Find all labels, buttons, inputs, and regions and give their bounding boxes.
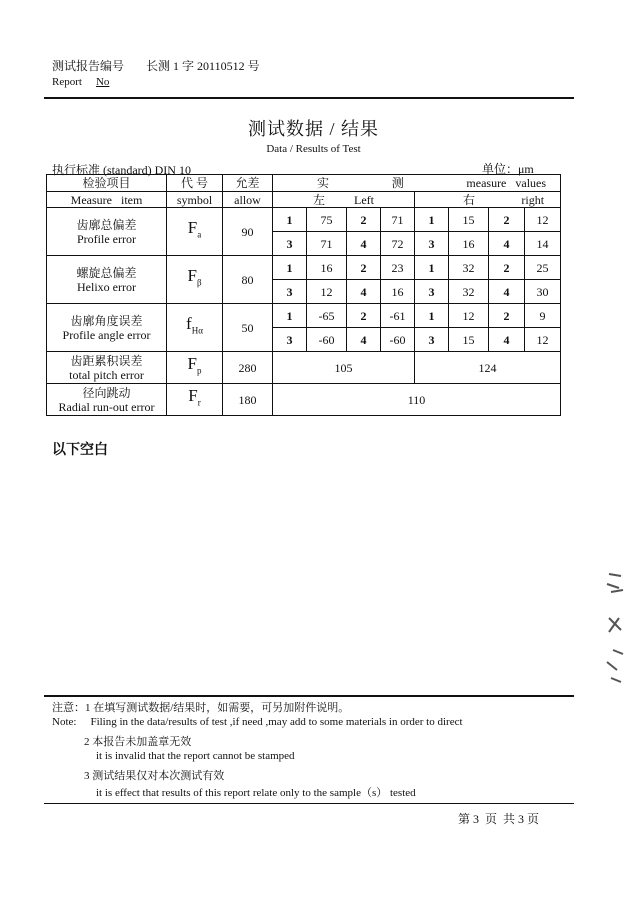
value-cell: 9: [525, 304, 561, 328]
value-cell: -60: [307, 328, 347, 352]
value-cell: -65: [307, 304, 347, 328]
table-row: [47, 384, 561, 416]
left-en: Left: [354, 192, 374, 207]
tooth-index: 3: [415, 232, 449, 256]
symbol-main: F: [187, 218, 198, 238]
value-cell: 23: [381, 256, 415, 280]
value-cell: 12: [525, 208, 561, 232]
item-allow: 180: [223, 384, 273, 416]
notes-rule: [44, 695, 574, 697]
measure-cn-1: 实: [317, 176, 330, 190]
left-value: 105: [273, 352, 415, 384]
tooth-index: 2: [489, 256, 525, 280]
item-symbol: [167, 304, 223, 352]
note-3-en: it is effect that results of this report relate only to the sample（s） tested: [96, 787, 416, 799]
left-header: [273, 192, 415, 208]
page-number: 第 3 页 共 3 页: [458, 812, 540, 826]
tooth-index: 4: [347, 232, 381, 256]
item-name: [47, 256, 167, 304]
col-symbol-cn: 代 号: [167, 175, 223, 192]
symbol-main: F: [187, 354, 197, 374]
value-cell: 72: [381, 232, 415, 256]
symbol-main: F: [187, 266, 197, 286]
tooth-index: 2: [489, 304, 525, 328]
report-number-label: 测试报告编号: [52, 59, 125, 73]
table-header-row: [47, 175, 561, 192]
item-symbol: [167, 384, 223, 416]
table-row: [47, 256, 561, 280]
tooth-index: 2: [347, 256, 381, 280]
tooth-index: 2: [489, 208, 525, 232]
tooth-index: 4: [489, 232, 525, 256]
value-cell: 16: [449, 232, 489, 256]
tooth-index: 4: [347, 280, 381, 304]
value-cell: 30: [525, 280, 561, 304]
stamp-edge-mark: [603, 570, 625, 690]
tooth-index: 2: [347, 304, 381, 328]
item-allow: 90: [223, 208, 273, 256]
item-allow: 80: [223, 256, 273, 304]
header-rule: [44, 97, 574, 99]
item-symbol: [167, 352, 223, 384]
item-name: [47, 208, 167, 256]
value-cell: -61: [381, 304, 415, 328]
symbol-main: F: [188, 386, 198, 406]
measure-header: [273, 175, 561, 192]
value-cell: 32: [449, 280, 489, 304]
value-cell: 12: [307, 280, 347, 304]
tooth-index: 1: [273, 256, 307, 280]
symbol-sub: r: [197, 397, 201, 408]
symbol-sub: Hα: [191, 325, 203, 336]
tooth-index: 3: [273, 328, 307, 352]
item-name-cn: 螺旋总偏差: [76, 265, 137, 280]
number-sign: No: [95, 76, 110, 88]
item-name: [47, 384, 167, 416]
value-cell: 12: [449, 304, 489, 328]
tooth-index: 1: [415, 304, 449, 328]
item-symbol: [167, 208, 223, 256]
symbol-sub: β: [196, 277, 202, 288]
report-number-value: 长测 1 字 20110512 号: [146, 59, 260, 73]
value-cell: 32: [449, 256, 489, 280]
measure-cn-2: 测: [391, 176, 404, 190]
note-3-cn: 3 测试结果仅对本次测试有效: [84, 770, 225, 782]
right-value: 124: [415, 352, 561, 384]
tooth-index: 4: [489, 280, 525, 304]
table-row: [47, 208, 561, 232]
table-row: [47, 304, 561, 328]
tooth-index: 3: [273, 232, 307, 256]
unit-label: 单位：μm: [482, 162, 534, 176]
item-symbol: [167, 256, 223, 304]
item-name: [47, 304, 167, 352]
item-name-cn: 齿廓总偏差: [76, 217, 137, 232]
note-label-en: Note:: [52, 716, 77, 728]
value-cell: 15: [449, 208, 489, 232]
table-row: [47, 352, 561, 384]
col-allow-en: allow: [223, 192, 273, 208]
item-name-en: total pitch error: [69, 367, 144, 382]
note-1-en-line: [52, 716, 463, 728]
value-cell: 71: [381, 208, 415, 232]
symbol-main: f: [186, 314, 192, 334]
value-cell: 25: [525, 256, 561, 280]
right-header: [415, 192, 561, 208]
right-en: right: [521, 192, 545, 207]
item-name-en: Profile angle error: [62, 327, 151, 342]
report-number-line: [52, 57, 260, 74]
note-1-cn: 注意：1 在填写测试数据/结果时，如需要，可另加附件说明。: [52, 702, 350, 714]
tooth-index: 2: [347, 208, 381, 232]
table-subheader-row: [47, 192, 561, 208]
col-allow-cn: 允差: [223, 175, 273, 192]
report-number-en-label: Report: [52, 76, 82, 88]
page-title: 测试数据 / 结果: [247, 119, 379, 139]
item-name-cn: 径向跳动: [82, 385, 131, 400]
symbol-sub: p: [196, 365, 202, 376]
item-allow: 50: [223, 304, 273, 352]
tooth-index: 4: [489, 328, 525, 352]
tooth-index: 1: [415, 208, 449, 232]
blank-below-note: 以下空白: [52, 442, 108, 458]
note-1-en: Filing in the data/results of test ,if need ,may add to some materials in order to direct: [90, 716, 463, 728]
col-item-cn: 检验项目: [47, 175, 167, 192]
note-2-cn: 2 本报告未加盖章无效: [84, 736, 192, 748]
item-name-en: Helixo error: [77, 279, 136, 294]
symbol-sub: a: [197, 229, 202, 240]
page-subtitle: Data / Results of Test: [266, 143, 361, 155]
item-name-en: Profile error: [77, 231, 136, 246]
results-table: [46, 174, 561, 416]
item-name-en: Radial run-out error: [58, 399, 155, 414]
value-cell: 75: [307, 208, 347, 232]
report-number-en-line: [52, 76, 109, 88]
value-cell: 12: [525, 328, 561, 352]
combined-value: 110: [273, 384, 561, 416]
tooth-index: 3: [415, 328, 449, 352]
tooth-index: 4: [347, 328, 381, 352]
value-cell: -60: [381, 328, 415, 352]
tooth-index: 1: [415, 256, 449, 280]
item-allow: 280: [223, 352, 273, 384]
tooth-index: 3: [273, 280, 307, 304]
col-item-en: Measure item: [47, 192, 167, 208]
standard-line: 执行标准 (standard) DIN 10: [52, 163, 191, 177]
value-cell: 16: [307, 256, 347, 280]
measure-en: measure values: [466, 176, 547, 190]
tooth-index: 3: [415, 280, 449, 304]
value-cell: 15: [449, 328, 489, 352]
item-name-cn: 齿廓角度误差: [70, 313, 143, 328]
value-cell: 71: [307, 232, 347, 256]
tooth-index: 1: [273, 208, 307, 232]
item-name: [47, 352, 167, 384]
value-cell: 14: [525, 232, 561, 256]
left-cn: 左: [313, 192, 326, 207]
right-cn: 右: [463, 192, 476, 207]
item-name-cn: 齿距累积误差: [70, 353, 143, 368]
tooth-index: 1: [273, 304, 307, 328]
value-cell: 16: [381, 280, 415, 304]
footer-rule: [44, 803, 574, 804]
col-symbol-en: symbol: [167, 192, 223, 208]
note-2-en: it is invalid that the report cannot be stamped: [96, 750, 295, 762]
